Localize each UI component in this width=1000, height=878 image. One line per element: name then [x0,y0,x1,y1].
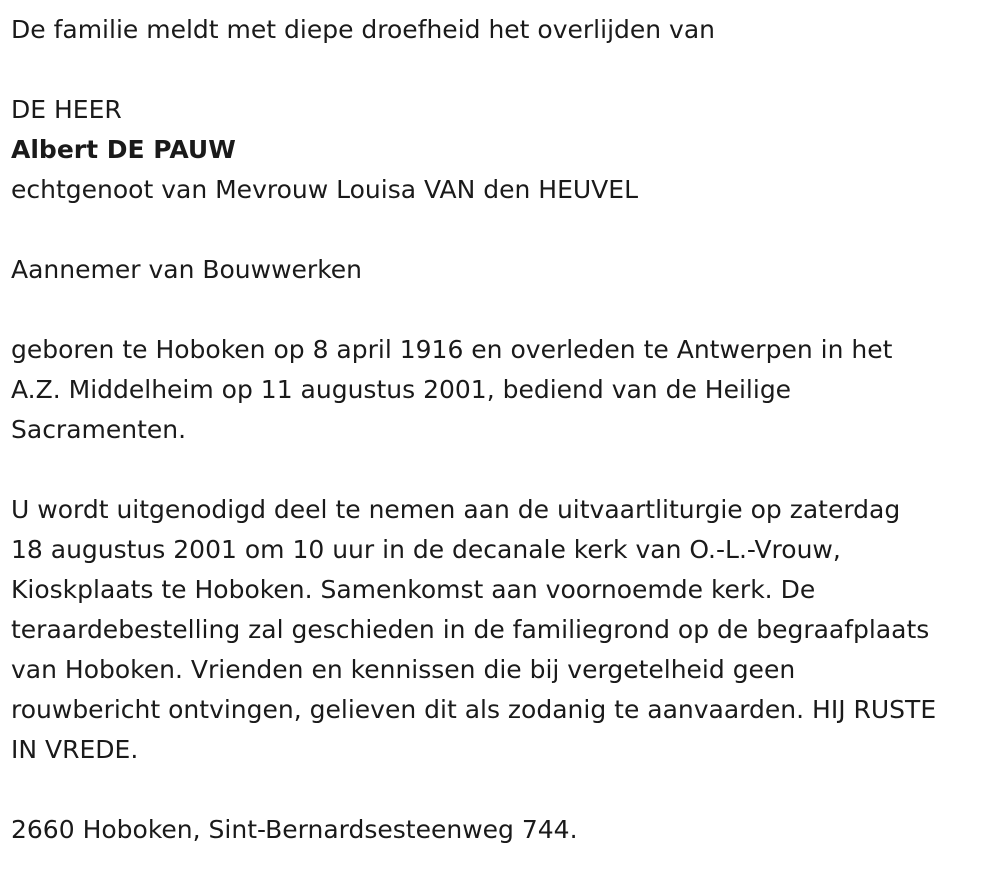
paragraph-line: Kioskplaats te Hoboken. Samenkomst aan voornoemde kerk. De [11,575,816,604]
deceased-name: Albert DE PAUW [11,135,236,164]
spouse-line: echtgenoot van Mevrouw Louisa VAN den HEUVEL [11,175,639,204]
paragraph-line: geboren te Hoboken op 8 april 1916 en overleden te Antwerpen in het [11,335,893,364]
spacer [11,210,990,250]
paragraph-line: A.Z. Middelheim op 11 augustus 2001, bediend van de Heilige [11,375,792,404]
paragraph-line: U wordt uitgenodigd deel te nemen aan de uitvaartliturgie op zaterdag [11,495,901,524]
address: 2660 Hoboken, Sint-Bernardsesteenweg 744. [11,815,578,844]
paragraph-line: 18 augustus 2001 om 10 uur in de decanale kerk van O.-L.-Vrouw, [11,535,841,564]
paragraph-line: teraardebestelling zal geschieden in de familiegrond op de begraafplaats [11,615,930,644]
birth-death-paragraph [11,330,990,450]
funeral-paragraph [11,490,990,770]
spacer [11,450,990,490]
paragraph-line: Sacramenten. [11,415,187,444]
paragraph-line: rouwbericht ontvingen, gelieven dit als zodanig te aanvaarden. HIJ RUSTE [11,695,937,724]
intro-text: De familie meldt met diepe droefheid het overlijden van [11,15,716,44]
spacer [11,50,990,90]
occupation: Aannemer van Bouwwerken [11,255,363,284]
paragraph-line: van Hoboken. Vrienden en kennissen die bij vergetelheid geen [11,655,796,684]
spacer [11,770,990,810]
paragraph-line: IN VREDE. [11,735,139,764]
honorific: DE HEER [11,95,122,124]
spacer [11,290,990,330]
